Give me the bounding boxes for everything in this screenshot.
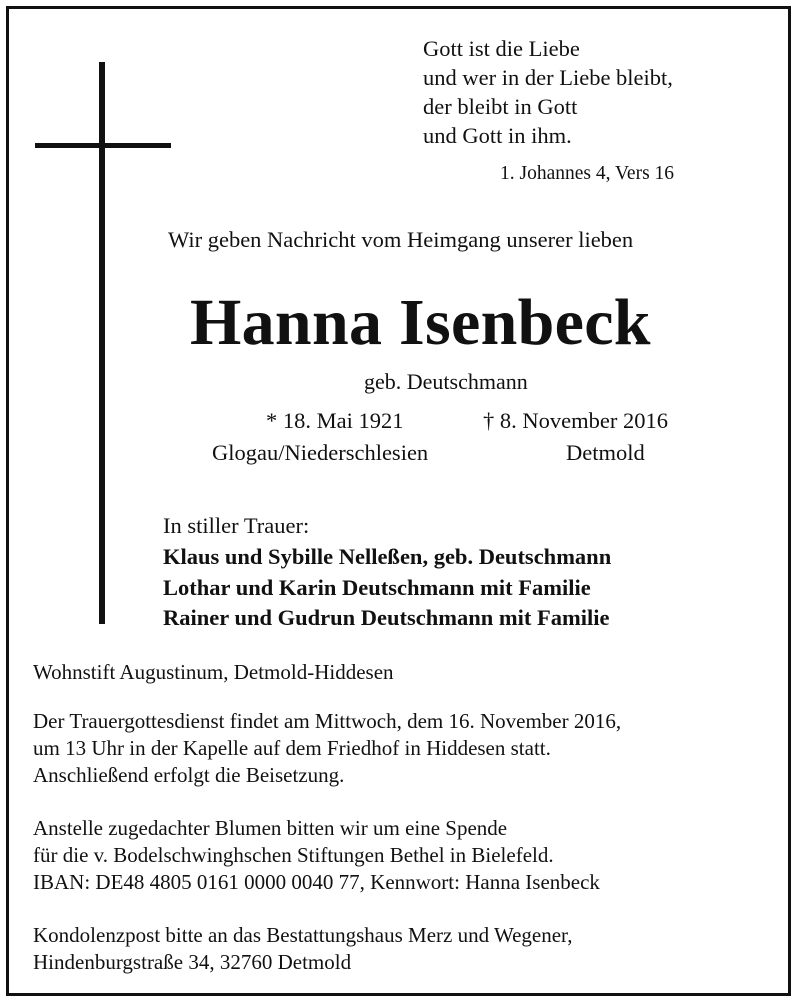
- residence-paragraph: [33, 659, 394, 686]
- death-place: Detmold: [566, 440, 645, 465]
- birth-place: Glogau/Niederschlesien: [212, 440, 429, 465]
- verse-reference: 1. Johannes 4, Vers 16: [500, 163, 675, 184]
- verse-line: Gott ist die Liebe: [423, 36, 580, 61]
- birth-name: geb. Deutschmann: [364, 369, 528, 394]
- mourners-heading: In stiller Trauer:: [163, 513, 310, 538]
- condolence-paragraph: [33, 922, 572, 976]
- verse-line: und Gott in ihm.: [423, 123, 572, 148]
- residence-line: Wohnstift Augustinum, Detmold-Hiddesen: [33, 660, 394, 684]
- donation-line: Anstelle zugedachter Blumen bitten wir um eine Spende: [33, 816, 508, 840]
- service-line: Der Trauergottesdienst findet am Mittwoch, dem 16. November 2016,: [33, 709, 622, 733]
- mourner-family: Rainer und Gudrun Deutschmann mit Familie: [163, 605, 610, 630]
- service-line: Anschließend erfolgt die Beisetzung.: [33, 763, 345, 787]
- mourner-family: Klaus und Sybille Nelleßen, geb. Deutschmann: [163, 544, 612, 569]
- announcement-intro: Wir geben Nachricht vom Heimgang unserer lieben: [168, 227, 634, 252]
- donation-line: für die v. Bodelschwinghschen Stiftungen Bethel in Bielefeld.: [33, 843, 554, 867]
- verse-line: und wer in der Liebe bleibt,: [423, 65, 673, 90]
- deceased-name: Hanna Isenbeck: [190, 286, 651, 359]
- condolence-line: Kondolenzpost bitte an das Bestattungshaus Merz und Wegener,: [33, 923, 573, 947]
- service-line: um 13 Uhr in der Kapelle auf dem Friedhof in Hiddesen statt.: [33, 736, 551, 760]
- death-date: † 8. November 2016: [483, 408, 668, 433]
- donation-line: IBAN: DE48 4805 0161 0000 0040 77, Kennwort: Hanna Isenbeck: [33, 870, 600, 894]
- cross-horizontal-bar: [35, 143, 171, 148]
- bible-verse: [423, 34, 673, 150]
- birth-date: * 18. Mai 1921: [266, 408, 404, 433]
- mourners-block: [163, 510, 611, 634]
- condolence-line: Hindenburgstraße 34, 32760 Detmold: [33, 950, 352, 974]
- donation-paragraph: [33, 815, 600, 896]
- verse-line: der bleibt in Gott: [423, 94, 578, 119]
- service-paragraph: [33, 708, 621, 789]
- mourner-family: Lothar und Karin Deutschmann mit Familie: [163, 574, 591, 600]
